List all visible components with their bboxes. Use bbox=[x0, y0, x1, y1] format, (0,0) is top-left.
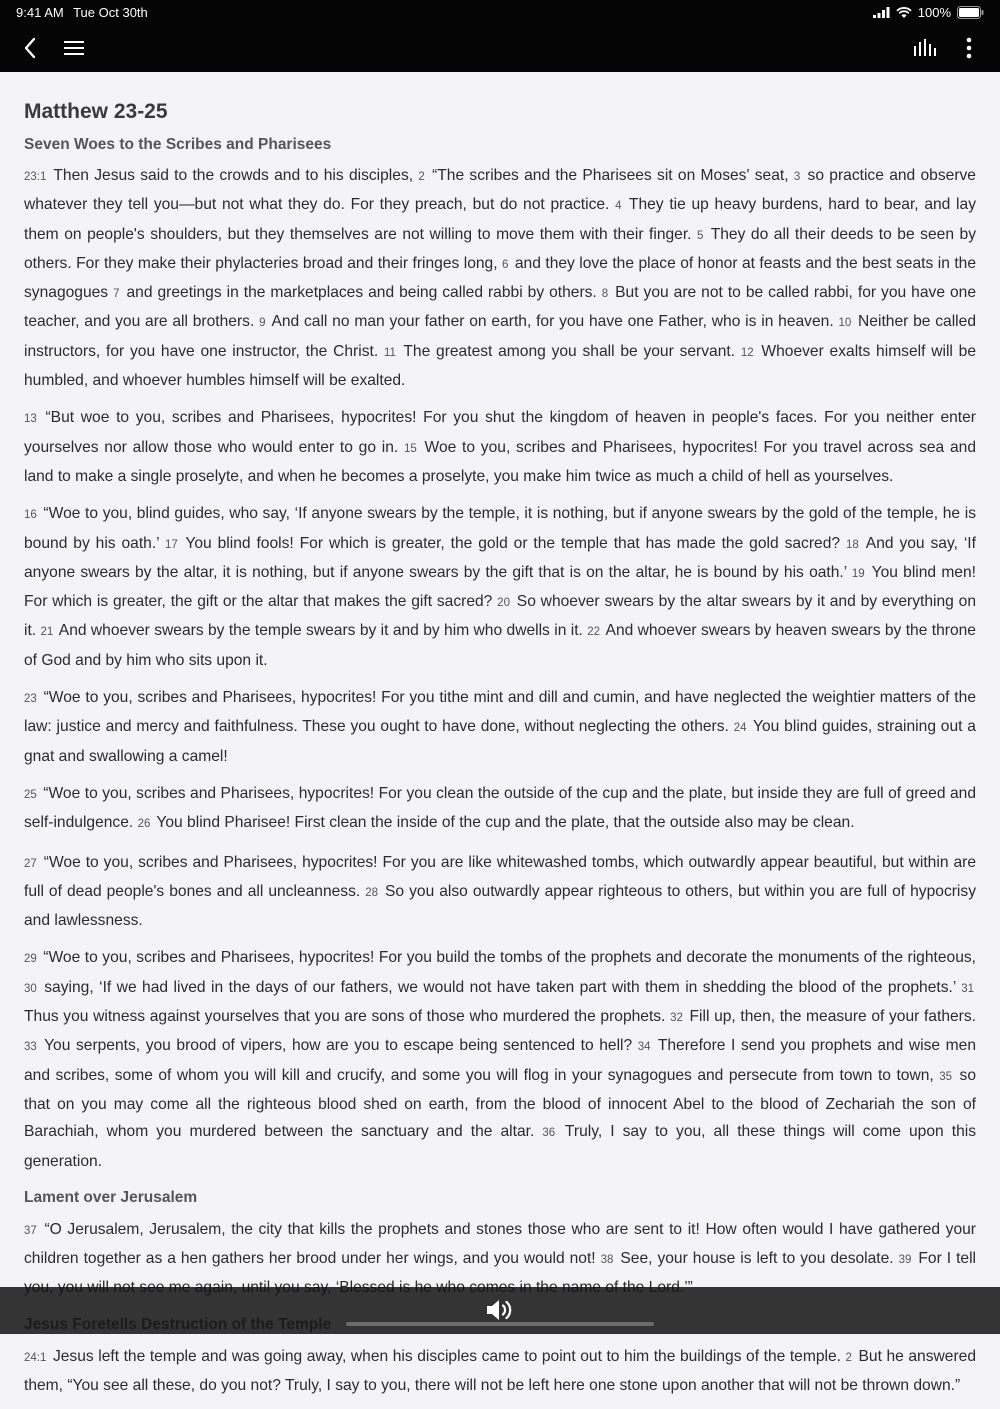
paragraph bbox=[24, 684, 976, 770]
verse-text[interactable]: Therefore I send you prophets and wise men and scribes, some of whom you will kill and crucify, and some you will flog in your synagogues and persecute from town to town, bbox=[24, 1037, 976, 1084]
battery-percent: 100% bbox=[917, 5, 951, 20]
verse-number[interactable]: 19 bbox=[851, 567, 865, 580]
verse-text[interactable]: And call no man your father on earth, for you have one Father, who is in heaven. bbox=[267, 313, 839, 331]
verse-text[interactable]: See, your house is left to you desolate. bbox=[615, 1250, 899, 1268]
wifi-icon bbox=[896, 7, 912, 19]
verse-text[interactable]: “Woe to you, blind guides, who say, ‘If anyone swears by the temple, it is nothing, but if anyone swears by the gold of the temple, he is bound by his oath.’ bbox=[24, 505, 976, 552]
verse-number[interactable]: 2 bbox=[418, 171, 425, 183]
verse-text[interactable]: Woe to you, scribes and Pharisees, hypocrites! For you travel across sea and land to make a single proselyte, and when he becomes a proselyte, you make him twice as much a child of hell as yourselves. bbox=[24, 438, 977, 485]
verse-number[interactable]: 9 bbox=[259, 317, 266, 330]
verse-text[interactable]: saying, ‘If we had lived in the days of our fathers, we would not have taken part with them in shedding the blood of the prophets.’ bbox=[38, 978, 962, 996]
verse-number[interactable]: 8 bbox=[601, 288, 609, 301]
verse-text[interactable]: They do all their deeds to be seen by others. For they make their phylacteries broad and their fringes long, bbox=[24, 225, 976, 272]
vertical-ellipsis-icon bbox=[966, 37, 972, 59]
verse-number[interactable]: 6 bbox=[502, 258, 509, 271]
section-heading: Lament over Jerusalem bbox=[24, 1188, 198, 1206]
paragraph bbox=[24, 944, 976, 1174]
verse-text[interactable]: so practice and observe whatever they tell you—but not what they do. For they preach, but do not practice. bbox=[24, 167, 976, 214]
verse-number[interactable]: 20 bbox=[497, 597, 510, 610]
verse-text[interactable]: You blind Pharisee! First clean the inside of the cup and the plate, that the outside also may be clean. bbox=[152, 814, 855, 832]
paragraph bbox=[24, 404, 976, 490]
verse-text[interactable]: But you are not to be called rabbi, for you have one teacher, and you are all brothers. bbox=[24, 284, 976, 331]
verse-number[interactable]: 22 bbox=[587, 626, 601, 639]
verse-number[interactable]: 28 bbox=[365, 886, 379, 899]
verse-text[interactable]: and they love the place of honor at feasts and the best seats in the synagogues bbox=[24, 254, 976, 302]
verse-text[interactable]: “Woe to you, scribes and Pharisees, hypocrites! For you build the tombs of the prophets and decorate the monuments of the righteous, bbox=[38, 949, 976, 967]
verse-number[interactable]: 30 bbox=[24, 982, 37, 995]
play-audio-button[interactable] bbox=[484, 1295, 516, 1325]
paragraph bbox=[24, 500, 976, 674]
verse-text[interactable]: Whoever exalts himself will be humbled, and whoever humbles himself will be exalted. bbox=[24, 342, 976, 390]
verse-number[interactable]: 2 bbox=[845, 1351, 852, 1364]
verse-number[interactable]: 7 bbox=[113, 288, 120, 301]
verse-number[interactable]: 21 bbox=[40, 626, 54, 639]
audio-bars-icon bbox=[913, 38, 939, 58]
chapter-title: Matthew 23-25 bbox=[24, 100, 168, 123]
verse-number[interactable]: 26 bbox=[137, 818, 151, 831]
verse-number[interactable]: 23 bbox=[24, 693, 37, 706]
battery-icon bbox=[957, 6, 984, 19]
nav-bar bbox=[0, 24, 1000, 72]
verse-text[interactable]: “But woe to you, scribes and Pharisees, hypocrites! For you shut the kingdom of heaven in people's faces. For you neither enter yourselves nor allow those who would enter to go in. bbox=[24, 409, 976, 456]
verse-text[interactable]: “Woe to you, scribes and Pharisees, hypocrites! For you are like whitewashed tombs, which outwardly appear beautiful, but within are full of dead people's bones and all uncleanness. bbox=[24, 853, 976, 900]
verse-number[interactable]: 4 bbox=[615, 200, 622, 213]
verse-number[interactable]: 23:1 bbox=[24, 171, 47, 183]
status-bar bbox=[0, 0, 1000, 24]
verse-text[interactable]: “Woe to you, scribes and Pharisees, hypocrites! For you tithe mint and dill and cumin, and have neglected the weightier matters of the law: justice and mercy and faithfulness. These you ought to have done, without neglecting the others. bbox=[24, 689, 976, 736]
verse-number[interactable]: 27 bbox=[24, 857, 37, 870]
more-options-button[interactable] bbox=[956, 24, 982, 72]
verse-number[interactable]: 3 bbox=[793, 171, 801, 183]
verse-text[interactable]: Neither be called instructors, for you have one instructor, the Christ. bbox=[24, 313, 976, 360]
verse-number[interactable]: 13 bbox=[24, 413, 37, 426]
verse-number[interactable]: 25 bbox=[24, 788, 37, 801]
paragraph bbox=[24, 1343, 976, 1400]
verse-text[interactable]: And whoever swears by the temple swears by it and by him who dwells in it. bbox=[55, 622, 588, 640]
verse-number[interactable]: 34 bbox=[637, 1041, 651, 1054]
speaker-icon bbox=[485, 1297, 515, 1323]
verse-text[interactable]: So whoever swears by the altar swears by it and by everything on it. bbox=[24, 593, 976, 640]
verse-text[interactable]: “O Jerusalem, Jerusalem, the city that kills the prophets and stones those who are sent to it! How often would I have gathered your children together as a hen gathers her brood under her wings, and you would not! bbox=[24, 1220, 976, 1268]
verse-number[interactable]: 12 bbox=[740, 346, 754, 359]
verse-text[interactable]: Jesus left the temple and was going away, when his disciples came to point out to him the buildings of the temple. bbox=[48, 1347, 846, 1365]
back-button[interactable] bbox=[16, 24, 44, 72]
verse-number[interactable]: 39 bbox=[898, 1254, 912, 1267]
audio-bible-button[interactable] bbox=[908, 24, 944, 72]
verse-text[interactable]: You blind guides, straining out a gnat and swallowing a camel! bbox=[24, 718, 976, 765]
paragraph bbox=[24, 849, 976, 935]
verse-number[interactable]: 38 bbox=[600, 1254, 614, 1267]
verse-text[interactable]: And you say, ‘If anyone swears by the altar, it is nothing, but if anyone swears by the gift that is on the altar, he is bound by his oath.’ bbox=[24, 534, 976, 581]
menu-button[interactable] bbox=[58, 24, 90, 72]
verse-number[interactable]: 11 bbox=[383, 346, 396, 359]
reading-content bbox=[24, 96, 976, 1409]
verse-number[interactable]: 10 bbox=[838, 317, 852, 330]
top-bar bbox=[0, 0, 1000, 72]
verse-text[interactable]: For I tell bbox=[918, 1250, 977, 1268]
verse-text[interactable]: “Woe to you, scribes and Pharisees, hypocrites! For you clean the outside of the cup and the plate, but inside they are full of greed and self-indulgence. bbox=[24, 784, 976, 832]
verse-text[interactable]: You blind fools! For which is greater, the gold or the temple that has made the gold sacred? bbox=[179, 534, 846, 552]
verse-text[interactable]: So you also outwardly appear righteous to others, but within you are full of hypocrisy and lawlessness. bbox=[24, 882, 976, 930]
verse-text[interactable]: Then Jesus said to the crowds and to his disciples, bbox=[48, 167, 419, 184]
paragraph bbox=[24, 162, 976, 394]
verse-number[interactable]: 33 bbox=[24, 1041, 37, 1054]
verse-text[interactable]: You blind men! For which is greater, the gift or the altar that makes the gift sacred? bbox=[24, 563, 976, 611]
verse-number[interactable]: 32 bbox=[670, 1012, 683, 1025]
hamburger-icon bbox=[62, 39, 86, 57]
status-date: Tue Oct 30th bbox=[73, 5, 148, 20]
verse-number[interactable]: 5 bbox=[697, 229, 704, 242]
verse-number[interactable]: 35 bbox=[939, 1070, 953, 1083]
audio-scrubber[interactable] bbox=[346, 1322, 654, 1326]
verse-number[interactable]: 15 bbox=[403, 442, 417, 455]
verse-number[interactable]: 17 bbox=[164, 538, 178, 551]
verse-number[interactable]: 24:1 bbox=[24, 1351, 47, 1364]
verse-number[interactable]: 18 bbox=[845, 538, 859, 551]
status-time: 9:41 AM bbox=[16, 5, 64, 20]
verse-text[interactable]: And whoever swears by heaven swears by the throne of God and by him who sits upon it. bbox=[24, 622, 976, 669]
verse-number[interactable]: 24 bbox=[733, 722, 747, 735]
cellular-signal-icon bbox=[873, 7, 890, 18]
verse-text[interactable]: They tie up heavy burdens, hard to bear, and lay them on people's shoulders, but they themselves are not willing to move them with their finger. bbox=[24, 196, 976, 243]
verse-text[interactable]: You serpents, you brood of vipers, how are you to escape being sentenced to hell? bbox=[38, 1037, 638, 1055]
chevron-left-icon bbox=[23, 37, 37, 59]
verse-text[interactable]: “The scribes and the Pharisees sit on Moses' seat, bbox=[426, 167, 794, 184]
verse-number[interactable]: 36 bbox=[542, 1127, 556, 1140]
verse-number[interactable]: 37 bbox=[24, 1224, 37, 1237]
paragraph bbox=[24, 780, 976, 839]
verse-text[interactable]: The greatest among you shall be your servant. bbox=[397, 342, 741, 360]
section-heading: Seven Woes to the Scribes and Pharisees bbox=[24, 136, 332, 153]
verse-text[interactable]: Thus you witness against yourselves that you are sons of those who murdered the prophets. bbox=[24, 1008, 671, 1026]
verse-number[interactable]: 29 bbox=[24, 953, 37, 966]
verse-text[interactable]: Fill up, then, the measure of your fathers. bbox=[684, 1008, 976, 1026]
verse-number[interactable]: 31 bbox=[961, 982, 974, 995]
verse-number[interactable]: 16 bbox=[24, 509, 37, 522]
verse-text[interactable]: Truly, I say to you, all these things will come upon this generation. bbox=[24, 1123, 977, 1170]
verse-text[interactable]: and greetings in the marketplaces and being called rabbi by others. bbox=[121, 284, 602, 302]
verse-text[interactable]: so that on you may come all the righteous blood shed on earth, from the blood of innocent Abel to the blood of Zechariah the son of Barachiah, whom you murdered between the sanctuary and the altar. bbox=[24, 1066, 976, 1141]
verse-text[interactable]: But he answered them, “You see all these, do you not? Truly, I say to you, there will not be left here one stone upon another that will not be thrown down.” bbox=[24, 1347, 976, 1394]
